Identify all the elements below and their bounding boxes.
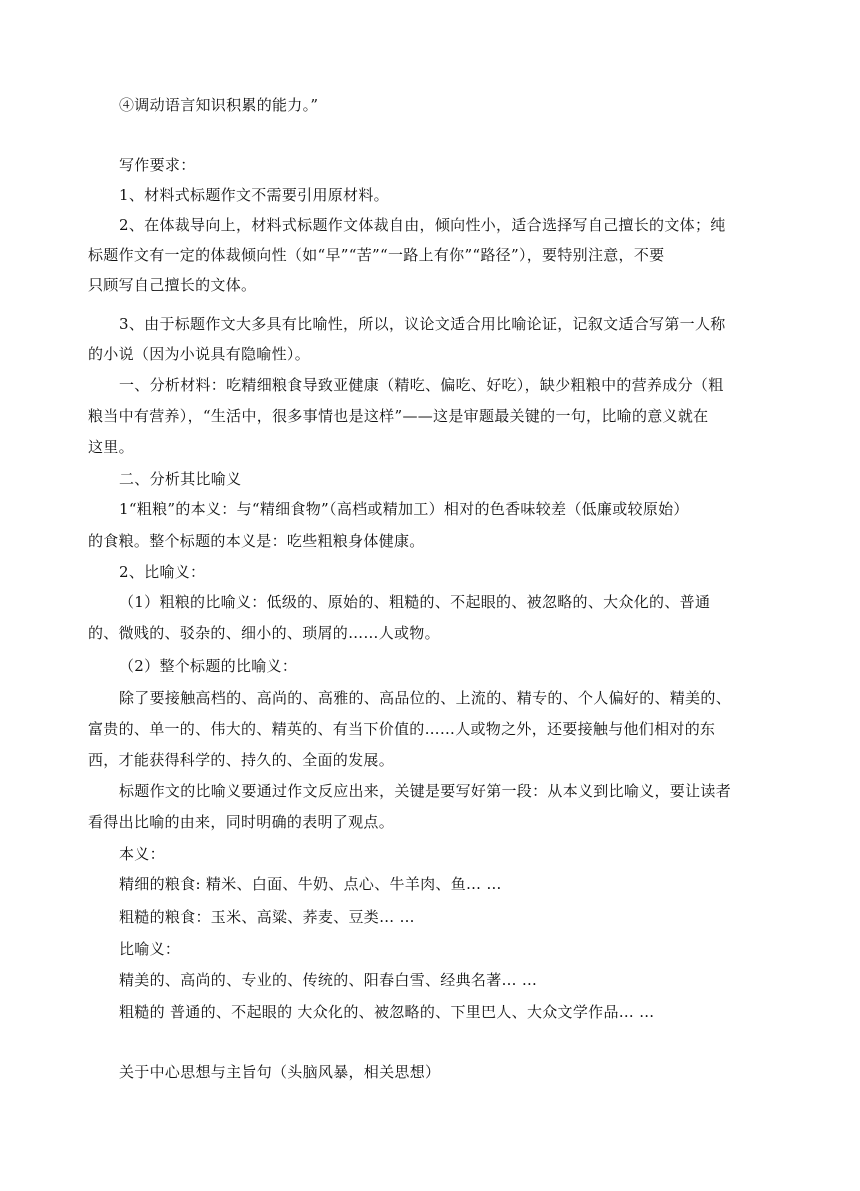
text-line: 精细的粮食: 精米、白面、牛奶、点心、牛羊肉、鱼… … (119, 875, 502, 893)
text-line: 的、微贱的、驳杂的、细小的、琐屑的……人或物。 (88, 624, 440, 642)
text-line: 写作要求： (119, 156, 196, 174)
text-line: 比喻义： (119, 940, 181, 958)
text-line: 1“粗粮”的本义：与“精细食物”（高档或精加工）相对的色香味较差（低廉或较原始） (119, 500, 689, 518)
text-line: 除了要接触高档的、高尚的、高雅的、高品位的、上流的、精专的、个人偏好的、精美的、 (119, 689, 732, 707)
text-line: 标题作文有一定的体裁倾向性（如“早”“苦”“一路上有你”“路径”），要特别注意，不要 (88, 246, 665, 264)
text-line: （1）粗粮的比喻义：低级的、原始的、粗糙的、不起眼的、被忽略的、大众化的、普通 (119, 593, 711, 611)
text-line: 看得出比喻的由来，同时明确的表明了观点。 (88, 813, 395, 831)
text-line: 这里。 (88, 438, 134, 456)
text-line: 3、由于标题作文大多具有比喻性，所以，议论文适合用比喻论证，记叙文适合写第一人称 (119, 315, 726, 333)
text-line: （2）整个标题的比喻义： (119, 657, 298, 675)
text-line: 一、分析材料：吃精细粮食导致亚健康（精吃、偏吃、好吃），缺少粗粮中的营养成分（粗 (119, 376, 724, 394)
text-line: 西，才能获得科学的、持久的、全面的发展。 (88, 751, 395, 769)
text-line: 只顾写自己擅长的文体。 (88, 276, 257, 294)
text-line: 本义： (119, 845, 165, 863)
text-line: 关于中心思想与主旨句（头脑风暴，相关思想） (119, 1063, 441, 1081)
text-line: 1、材料式标题作文不需要引用原材料。 (119, 186, 389, 204)
text-line: 的小说（因为小说具有隐喻性）。 (88, 345, 311, 363)
text-line: 二、分析其比喻义 (119, 470, 242, 488)
text-line: 标题作文的比喻义要通过作文反应出来，关键是要写好第一段：从本义到比喻义，要让读者 (119, 782, 732, 800)
text-line: 富贵的、单一的、伟大的、精英的、有当下价值的……人或物之外，还要接触与他们相对的东 (88, 720, 716, 738)
text-line: 的食粮。整个标题的本义是：吃些粗粮身体健康。 (88, 532, 425, 550)
text-line: 精美的、高尚的、专业的、传统的、阳春白雪、经典名著… … (119, 971, 538, 989)
text-line: 2、比喻义： (119, 563, 206, 581)
text-line: 粗糙的 普通的、不起眼的 大众化的、被忽略的、下里巴人、大众文学作品… … (119, 1003, 655, 1021)
text-line: 粗糙的粮食：玉米、高粱、荞麦、豆类… … (119, 908, 415, 926)
text-line: 粮当中有营养），“生活中，很多事情也是这样”——这是审题最关键的一句，比喻的意义就在 (88, 407, 709, 425)
text-line: 2、在体裁导向上，材料式标题作文体裁自由，倾向性小，适合选择写自己擅长的文体；纯 (119, 216, 726, 234)
text-line: ④调动语言知识积累的能力。” (119, 96, 319, 114)
